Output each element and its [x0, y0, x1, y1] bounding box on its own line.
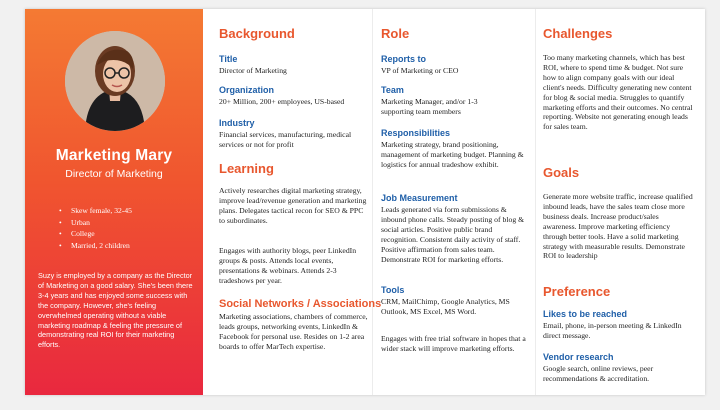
likes-to-be-reached-label: Likes to be reached	[543, 309, 628, 319]
industry-text: Financial services, manufacturing, medical services or not for profit	[219, 130, 352, 149]
avatar-portrait-image	[65, 31, 165, 131]
demographic-item: • Skew female, 32-45	[59, 205, 132, 217]
preference-heading: Preference	[543, 284, 611, 299]
organization-label: Organization	[219, 85, 275, 95]
challenges-text: Too many marketing channels, which has best ROI, where to spend time & budget. Not sure how to align company goals with our ideal client's needs. Difficulty generating new content for blog & social media. Struggles to quantify marketing efforts and their outcomes. No central reporting. Website not generating enough leads for sales team.	[543, 53, 693, 132]
column-divider	[535, 9, 536, 395]
reports-to-text: VP of Marketing or CEO	[381, 66, 459, 75]
team-label: Team	[381, 85, 404, 95]
persona-card	[25, 9, 705, 395]
reports-to-label: Reports to	[381, 54, 426, 64]
goals-heading: Goals	[543, 165, 580, 180]
vendor-research-text: Google search, online reviews, peer recommendations & accreditation.	[543, 364, 654, 383]
persona-name: Marketing Mary	[55, 147, 173, 164]
demographics-list	[59, 205, 132, 251]
column-divider	[372, 9, 373, 395]
job-measurement-text: Leads generated via form submissions & inbound phone calls. Steady posting of blog & social articles. Positive public brand recognition. Consistent daily activity of staff. Positive affirmation from sales team. Demonstrate ROI for marketing efforts.	[381, 205, 525, 264]
tools-note: Engages with free trial software in hopes that a wider stack will improve marketing efforts.	[381, 334, 526, 353]
learning-text-1: Actively researches digital marketing strategy, improve lead/revenue generation and marketing plans. Delegates tactical recon for SEO & PPC to subordinates.	[219, 186, 367, 225]
goals-text: Generate more website traffic, increase qualified inbound leads, have the sales team close more business deals. Increase product/sales awareness. Improve marketing efficiency through better tools. Have a solid marketing strategy with measurable results. Demonstrate ROI to leadership	[543, 192, 693, 261]
demographic-item: • Urban	[59, 217, 132, 229]
challenges-column	[543, 9, 693, 395]
persona-bio: Suzy is employed by a company as the Director of Marketing on a good salary. She's been there 3-4 years and has enjoyed some success with the company. However, she's feeling overwhelmed operating without a viable marketing roadmap & feeling the pressure of demonstrating real ROI for their marketing efforts.	[38, 271, 193, 350]
role-heading: Role	[381, 26, 410, 41]
profile-panel	[25, 9, 203, 395]
demographic-item: • College	[59, 228, 132, 240]
persona-title: Director of Marketing	[65, 168, 163, 180]
avatar	[65, 31, 165, 131]
title-label: Title	[219, 54, 238, 64]
responsibilities-label: Responsibilities	[381, 128, 451, 138]
demographic-item: • Married, 2 children	[59, 240, 132, 252]
title-text: Director of Marketing	[219, 66, 287, 75]
job-measurement-label: Job Measurement	[381, 193, 458, 203]
background-heading: Background	[219, 26, 295, 41]
social-networks-text: Marketing associations, chambers of commerce, leads groups, networking events, LinkedIn & Facebook for personal use. Resides on 1-2 area boards to offer MarTech expertise.	[219, 312, 368, 351]
background-column	[219, 9, 382, 395]
responsibilities-text: Marketing strategy, brand positioning, management of marketing budget. Planning & logistics for annual tradeshow exhibit.	[381, 140, 524, 169]
tools-text: CRM, MailChimp, Google Analytics, MS Outlook, MS Excel, MS Word.	[381, 297, 510, 316]
industry-label: Industry	[219, 118, 255, 128]
social-networks-heading: Social Networks / Associations	[219, 298, 382, 310]
likes-to-be-reached-text: Email, phone, in-person meeting & LinkedIn direct message.	[543, 321, 682, 340]
tools-label: Tools	[381, 285, 405, 295]
vendor-research-label: Vendor research	[543, 352, 614, 362]
organization-text: 20+ Million, 200+ employees, US-based	[219, 97, 345, 106]
learning-text-2: Engages with authority blogs, peer LinkedIn groups & posts. Attends local events, presentations & webinars. Attends 2-3 tradeshows per year.	[219, 246, 357, 285]
learning-heading: Learning	[219, 161, 274, 176]
challenges-heading: Challenges	[543, 26, 613, 41]
team-text: Marketing Manager, and/or 1-3 supporting team members	[381, 97, 478, 116]
role-column	[381, 9, 533, 395]
